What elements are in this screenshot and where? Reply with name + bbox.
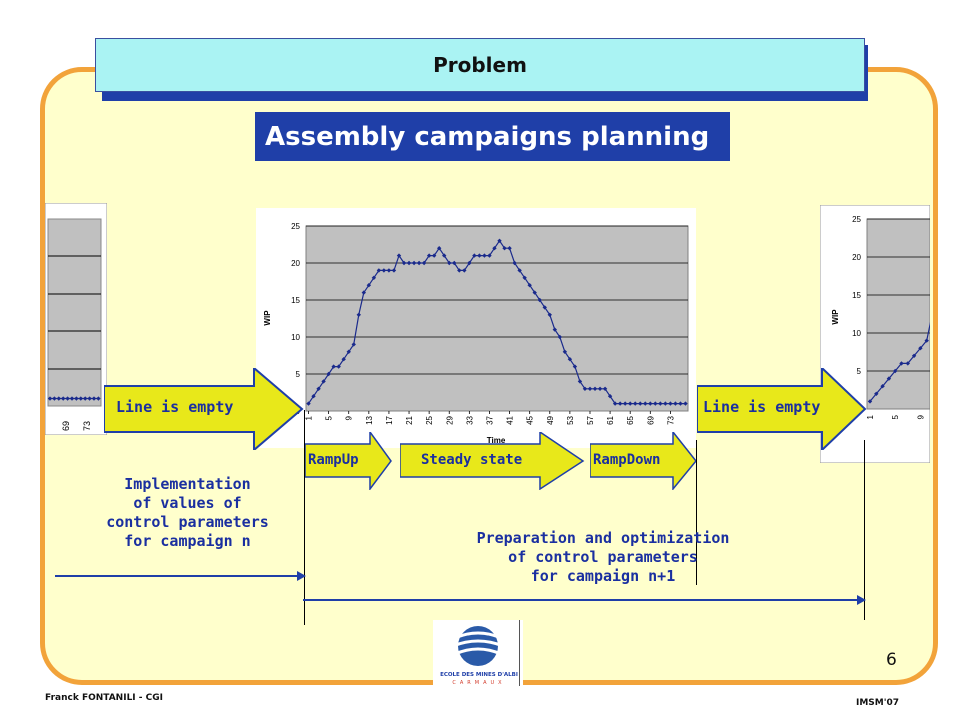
note-line: for campaign n <box>124 532 251 550</box>
y-axis-label: WIP <box>263 310 272 326</box>
x-tick-label: 73 <box>82 420 92 431</box>
rampdown-label: RampDown <box>593 452 661 468</box>
x-tick-label: 1 <box>304 416 314 421</box>
y-tick-label: 15 <box>852 291 861 300</box>
x-tick-label: 37 <box>485 416 495 425</box>
page-number: 6 <box>886 650 897 670</box>
preparation-note <box>458 529 748 586</box>
note-line: for campaign n+1 <box>530 567 676 585</box>
slide-subtitle: Assembly campaigns planning <box>255 112 730 161</box>
x-tick-label: 9 <box>916 415 926 420</box>
y-axis-label: WIP <box>831 309 840 325</box>
x-tick-label: 73 <box>666 416 676 425</box>
note-line: Implementation <box>124 475 251 493</box>
y-tick-label: 20 <box>291 259 300 268</box>
y-tick-label: 25 <box>852 215 861 224</box>
x-tick-label: 9 <box>344 416 354 421</box>
wip-chart <box>256 208 696 448</box>
slide-heading: Problem <box>95 38 865 92</box>
x-tick-label: 69 <box>61 420 71 431</box>
steady-state-label: Steady state <box>421 452 523 468</box>
y-tick-label: 25 <box>291 222 300 231</box>
logo-text: ECOLE DES MINES D'ALBI <box>440 672 518 678</box>
x-tick-label: 29 <box>445 416 455 425</box>
x-tick-label: 45 <box>525 416 535 425</box>
preparation-timeline-arrow <box>303 592 868 608</box>
x-tick-label: 41 <box>505 416 515 425</box>
x-tick-label: 5 <box>324 416 334 421</box>
y-tick-label: 20 <box>852 253 861 262</box>
x-tick-label: 33 <box>465 416 475 425</box>
implementation-note <box>85 475 290 551</box>
x-tick-label: 57 <box>585 416 595 425</box>
left-empty-label: Line is empty <box>116 398 234 416</box>
x-tick-label: 21 <box>405 416 415 425</box>
implementation-timeline-arrow <box>55 568 307 584</box>
plot-area <box>306 226 688 411</box>
note-line: control parameters <box>106 513 269 531</box>
note-line: of values of <box>133 494 242 512</box>
previous-campaign-chart <box>45 203 107 435</box>
x-axis-label: Time <box>486 436 506 445</box>
x-tick-label: 17 <box>384 416 394 425</box>
x-tick-label: 69 <box>646 416 656 425</box>
x-tick-label: 53 <box>565 416 575 425</box>
y-tick-label: 15 <box>291 296 300 305</box>
note-line: Preparation and optimization <box>476 529 730 547</box>
y-tick-label: 5 <box>295 370 300 379</box>
x-tick-label: 13 <box>364 416 374 425</box>
x-tick-label: 65 <box>626 416 636 425</box>
x-tick-label: 5 <box>891 415 901 420</box>
rampup-label: RampUp <box>308 452 359 468</box>
footer-conference: IMSM'07 <box>856 698 900 708</box>
x-tick-label: 61 <box>606 416 616 425</box>
y-tick-label: 5 <box>856 367 861 376</box>
y-tick-label: 10 <box>291 333 300 342</box>
logo-subtext: CARMAUX <box>452 680 506 686</box>
x-tick-label: 1 <box>866 415 875 420</box>
footer-author: Franck FONTANILI - CGI <box>45 693 163 703</box>
note-line: of control parameters <box>508 548 698 566</box>
x-tick-label: 25 <box>425 416 435 425</box>
x-tick-label: 49 <box>545 416 555 425</box>
y-tick-label: 10 <box>852 329 861 338</box>
right-empty-label: Line is empty <box>703 398 821 416</box>
